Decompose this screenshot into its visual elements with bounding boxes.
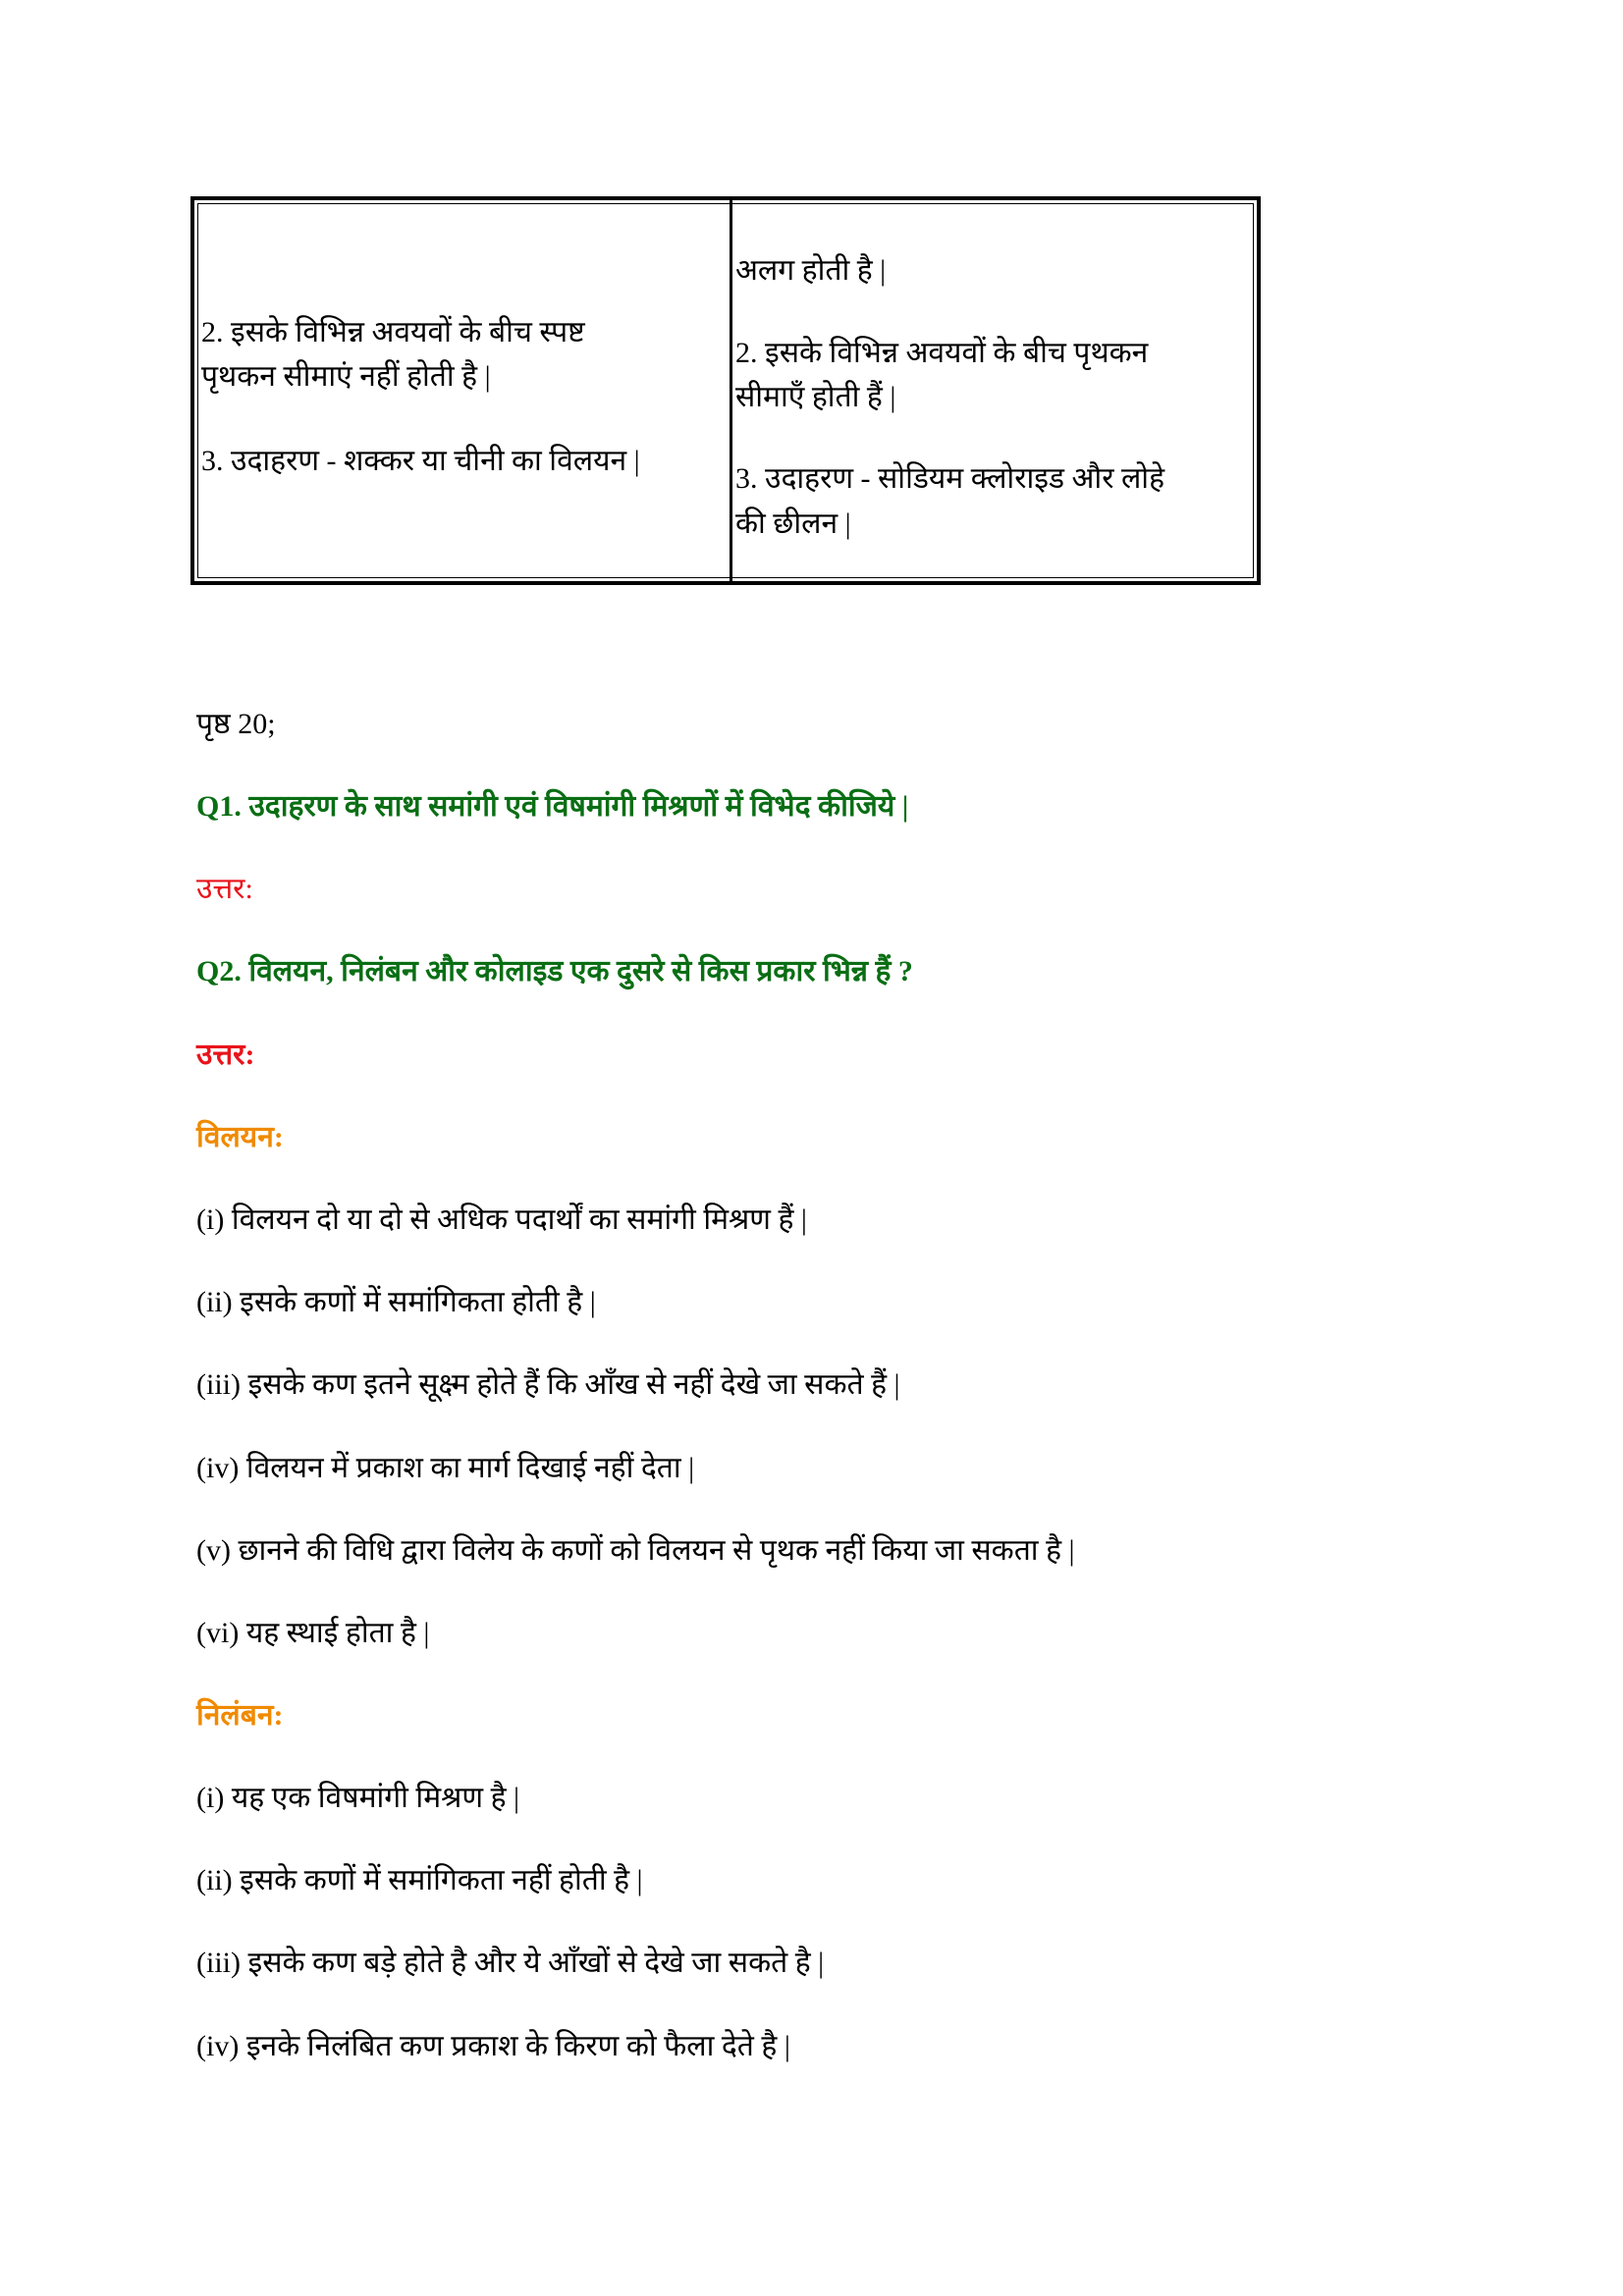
answer-1-label: उत्तर: <box>196 873 253 905</box>
suspension-heading: निलंबन: <box>196 1699 284 1732</box>
suspension-point: (i) यह एक विषमांगी मिश्रण है | <box>196 1782 520 1814</box>
solution-point: (iv) विलयन में प्रकाश का मार्ग दिखाई नहीं देता | <box>196 1452 695 1484</box>
left-cell-line: पृथकन सीमाएं नहीं होती है | <box>201 360 491 393</box>
suspension-point: (iv) इनके निलंबित कण प्रकाश के किरण को फैला देते है | <box>196 2030 790 2062</box>
solution-point: (iii) इसके कण इतने सूक्ष्म होते हैं कि आँख से नहीं देखे जा सकते हैं | <box>196 1368 900 1401</box>
column-divider <box>730 200 732 581</box>
suspension-point: (iii) इसके कण बड़े होते है और ये आँखों से देखे जा सकते है | <box>196 1947 825 1979</box>
right-cell-line: 2. इसके विभिन्न अवयवों के बीच पृथकन <box>735 337 1149 369</box>
right-cell-line: अलग होती है | <box>735 254 887 287</box>
solution-point: (vi) यह स्थाई होता है | <box>196 1617 430 1649</box>
right-cell-line: की छीलन | <box>735 507 851 540</box>
suspension-point: (ii) इसके कणों में समांगिकता नहीं होती है | <box>196 1864 643 1896</box>
right-cell-line: सीमाएँ होती हैं | <box>735 381 896 413</box>
solution-heading: विलयन: <box>196 1121 284 1153</box>
solution-point: (v) छानने की विधि द्वारा विलेय के कणों को विलयन से पृथक नहीं किया जा सकता है | <box>196 1534 1075 1567</box>
answer-2-label: उत्तर: <box>196 1039 255 1071</box>
solution-point: (i) विलयन दो या दो से अधिक पदार्थों का समांगी मिश्रण हैं | <box>196 1203 807 1236</box>
comparison-table <box>190 196 1261 585</box>
left-cell-line: 2. इसके विभिन्न अवयवों के बीच स्पष्ट <box>201 316 585 348</box>
question-2: Q2. विलयन, निलंबन और कोलाइड एक दुसरे से किस प्रकार भिन्न हैं ? <box>196 955 913 988</box>
solution-point: (ii) इसके कणों में समांगिकता होती है | <box>196 1286 596 1318</box>
right-cell-line: 3. उदाहरण - सोडियम क्लोराइड और लोहे <box>735 462 1165 495</box>
left-cell-line: 3. उदाहरण - शक्कर या चीनी का विलयन | <box>201 445 640 477</box>
question-1: Q1. उदाहरण के साथ समांगी एवं विषमांगी मिश्रणों में विभेद कीजिये | <box>196 790 909 823</box>
page-reference: पृष्ठ 20; <box>196 708 276 740</box>
